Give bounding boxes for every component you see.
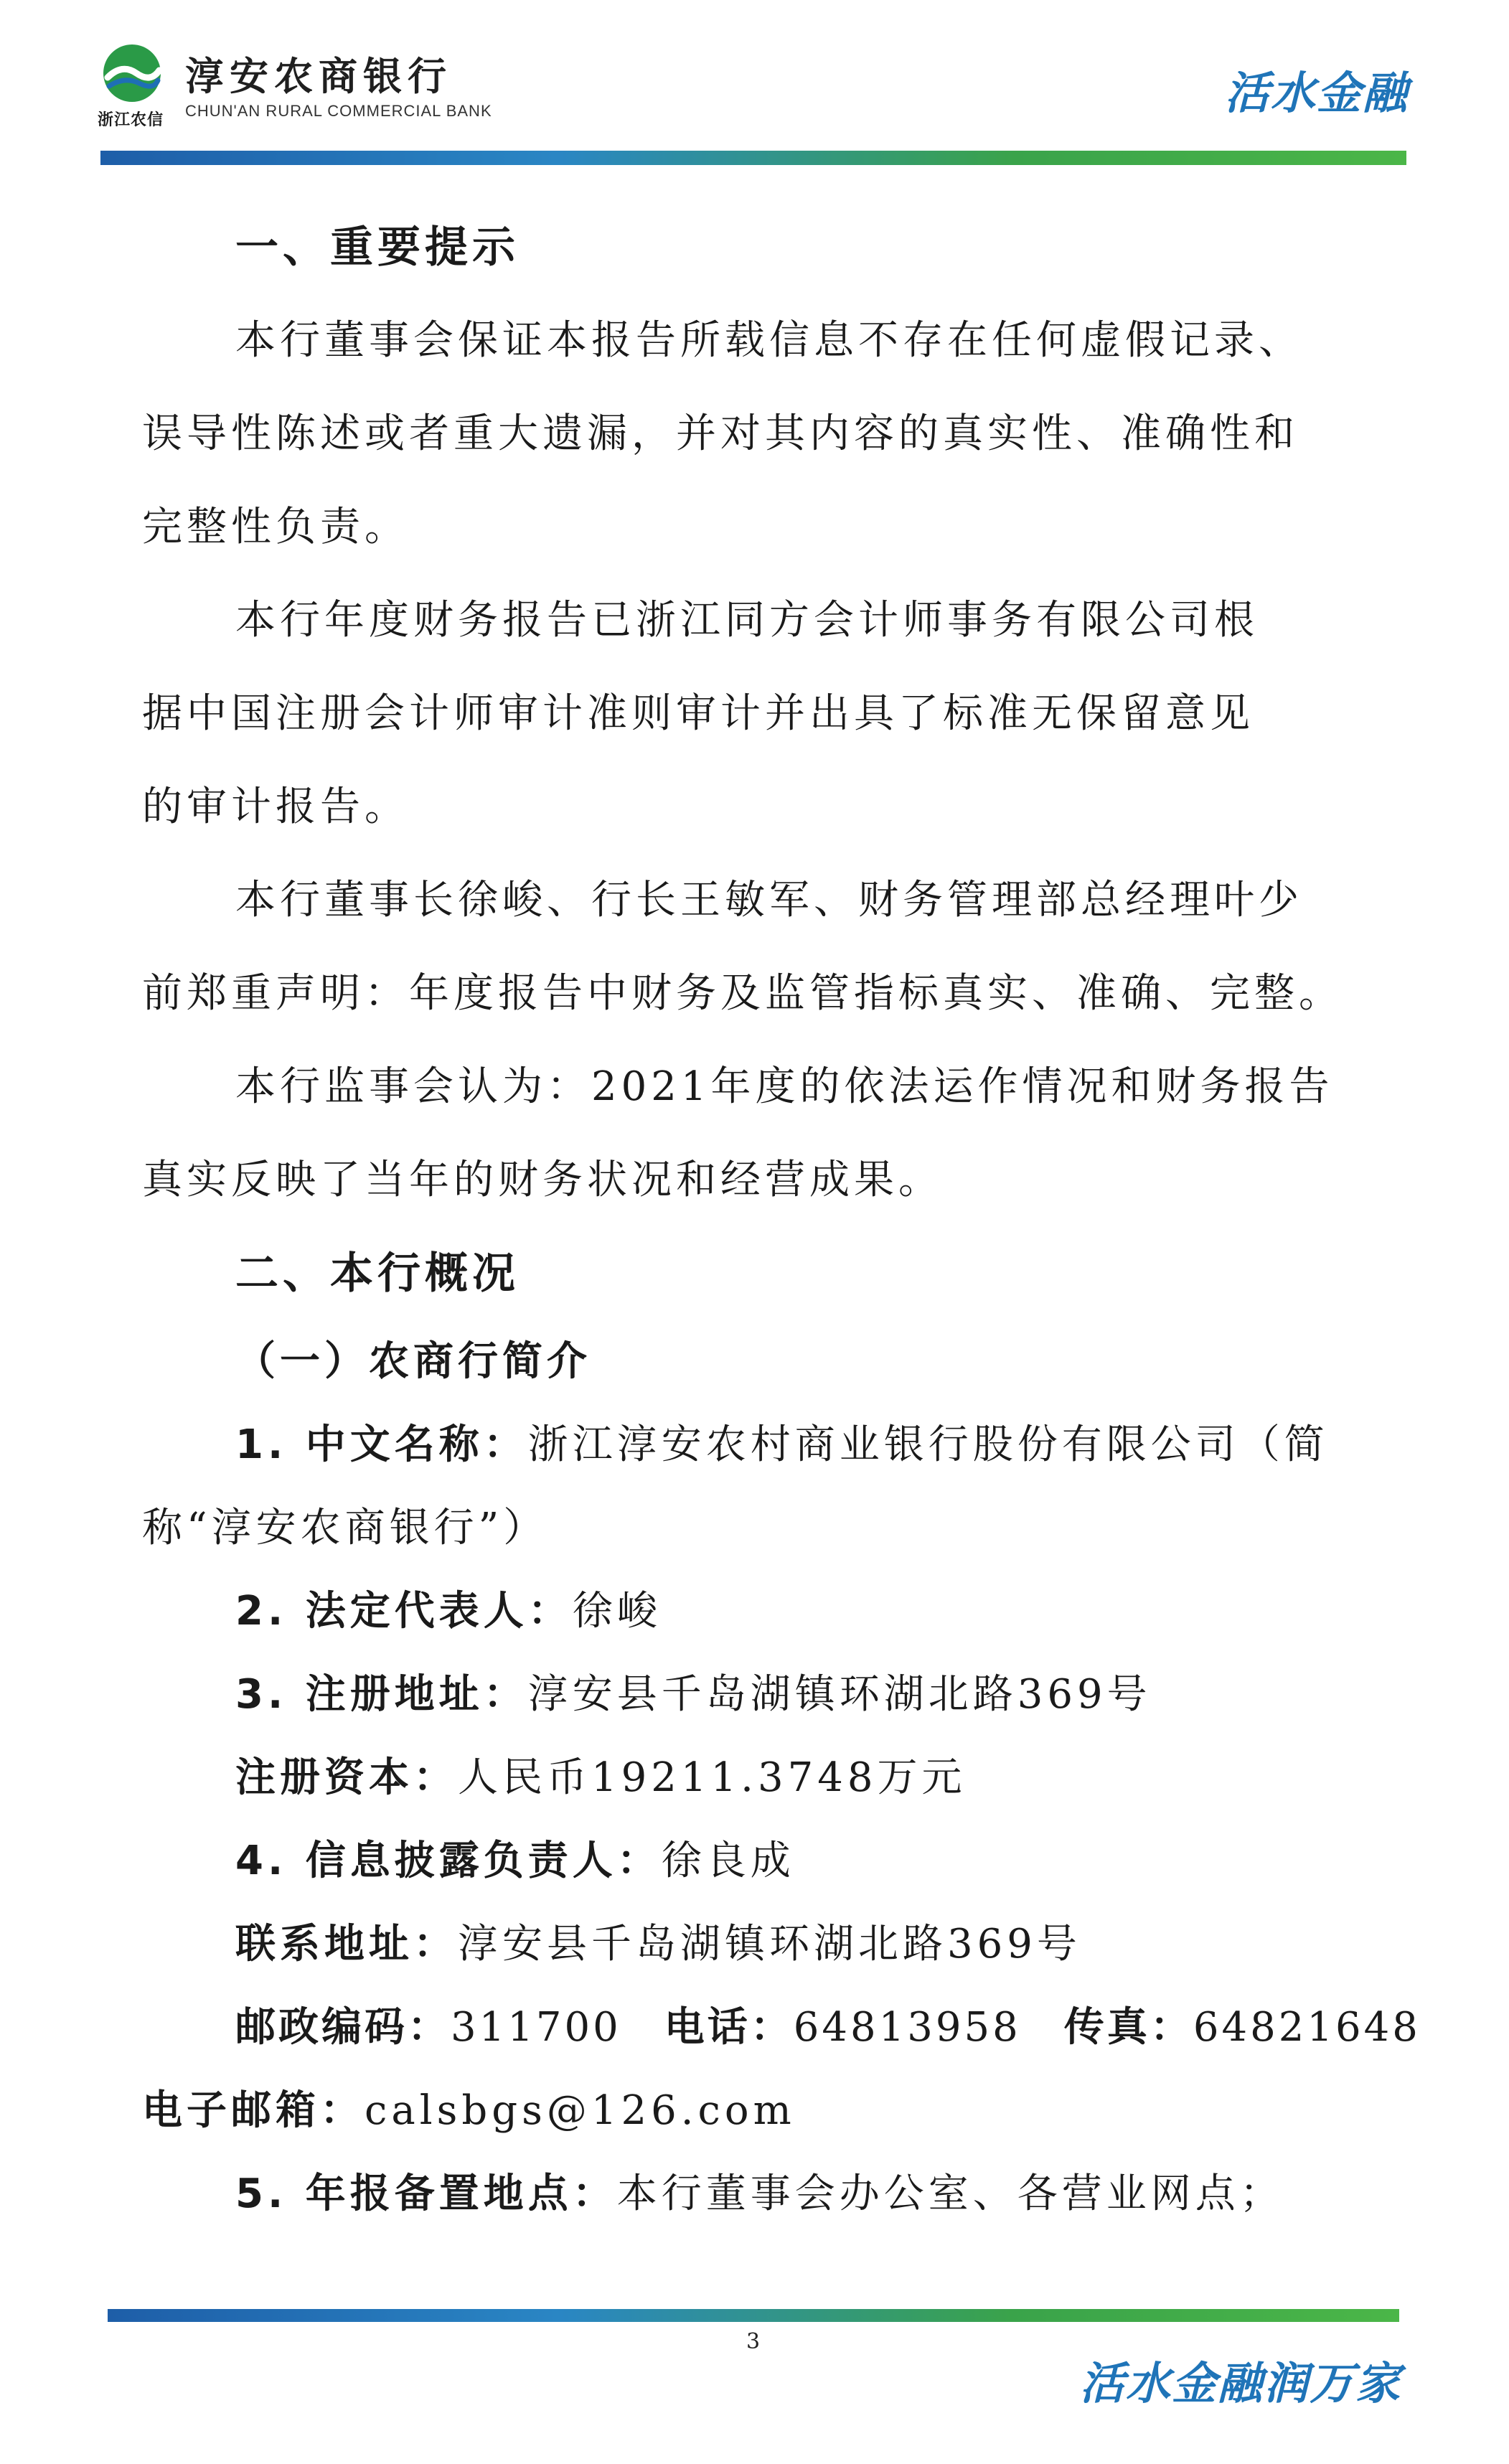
- field-value: 浙江淳安农村商业银行股份有限公司（简: [527, 1421, 1329, 1468]
- field-value: 淳安县千岛湖镇环湖北路369号: [458, 1921, 1081, 1967]
- paragraph-line: 真实反映了当年的财务状况和经营成果。: [142, 1157, 943, 1203]
- field-label: 联系地址：: [235, 1921, 458, 1967]
- info-line: [142, 2069, 1369, 2153]
- paragraph-line: 完整性负责。: [142, 504, 409, 550]
- info-line: 称“淳安农商银行”）: [142, 1505, 548, 1551]
- subsection-heading: （一）农商行简介: [235, 1338, 591, 1385]
- footer-divider-bar: [108, 2309, 1399, 2322]
- paragraph-line: 本行监事会认为：2021年度的依法运作情况和财务报告: [235, 1063, 1334, 1110]
- info-line: [142, 1820, 1369, 1903]
- paragraph-line: 误导性陈述或者重大遗漏，并对其内容的真实性、准确性和: [142, 410, 1299, 457]
- field-value: 人民币19211.3748万元: [458, 1754, 967, 1801]
- field-label: 注册资本：: [235, 1754, 458, 1801]
- bank-name-en: CHUN'AN RURAL COMMERCIAL BANK: [185, 102, 492, 120]
- info-line: [142, 1986, 1421, 2069]
- info-line: [142, 2153, 1369, 2236]
- field-value: 311700: [451, 2004, 621, 2051]
- info-line: [142, 1403, 1369, 1487]
- field-label: 传真：: [1063, 2004, 1193, 2051]
- field-value: 64821648: [1193, 2004, 1421, 2051]
- section-heading: 二、本行概况: [235, 1249, 520, 1299]
- email-value: calsbgs@126.com: [365, 2087, 796, 2134]
- header-divider-bar: [100, 151, 1406, 165]
- info-line: [142, 1903, 1369, 1986]
- field-label: 2. 法定代表人：: [235, 1588, 573, 1635]
- page-header: [0, 0, 1509, 172]
- document-body: [142, 201, 1421, 2236]
- field-label: 4. 信息披露负责人：: [235, 1838, 662, 1884]
- field-label: 3. 注册地址：: [235, 1671, 528, 1718]
- info-line: [142, 1736, 1369, 1820]
- footer-slogan: 活水金融润万家: [1079, 2357, 1401, 2409]
- field-label: 邮政编码：: [235, 2004, 451, 2051]
- info-line: [142, 1653, 1369, 1736]
- field-value: 64813958: [793, 2004, 1021, 2051]
- paragraph-line: 本行年度财务报告已浙江同方会计师事务有限公司根: [235, 597, 1259, 644]
- logo-subtitle: 浙江农信: [98, 111, 164, 129]
- field-value: 本行董事会办公室、各营业网点；: [616, 2171, 1284, 2217]
- paragraph-line: 的审计报告。: [142, 784, 409, 830]
- field-value: 徐峻: [572, 1588, 662, 1635]
- page-number: 3: [746, 2329, 761, 2354]
- paragraph-line: 本行董事长徐峻、行长王敏军、财务管理部总经理叶少: [235, 877, 1303, 923]
- bank-name-cn: 淳安农商银行: [185, 54, 452, 99]
- field-label: 电话：: [664, 2004, 794, 2051]
- bank-logo-icon: [100, 42, 164, 105]
- field-label: 1. 中文名称：: [235, 1421, 528, 1468]
- field-label: 电子邮箱：: [142, 2087, 365, 2134]
- field-label: 5. 年报备置地点：: [235, 2171, 617, 2217]
- header-slogan: 活水金融: [1224, 67, 1409, 119]
- field-value: 徐良成: [661, 1838, 795, 1884]
- paragraph-line: 本行董事会保证本报告所载信息不存在任何虚假记录、: [235, 317, 1303, 364]
- field-value: 淳安县千岛湖镇环湖北路369号: [527, 1671, 1152, 1718]
- info-line: [142, 1570, 1369, 1653]
- section-heading: 一、重要提示: [235, 222, 520, 273]
- paragraph-line: 据中国注册会计师审计准则审计并出具了标准无保留意见: [142, 690, 1254, 737]
- paragraph-line: 前郑重声明：年度报告中财务及监管指标真实、准确、完整。: [142, 970, 1343, 1017]
